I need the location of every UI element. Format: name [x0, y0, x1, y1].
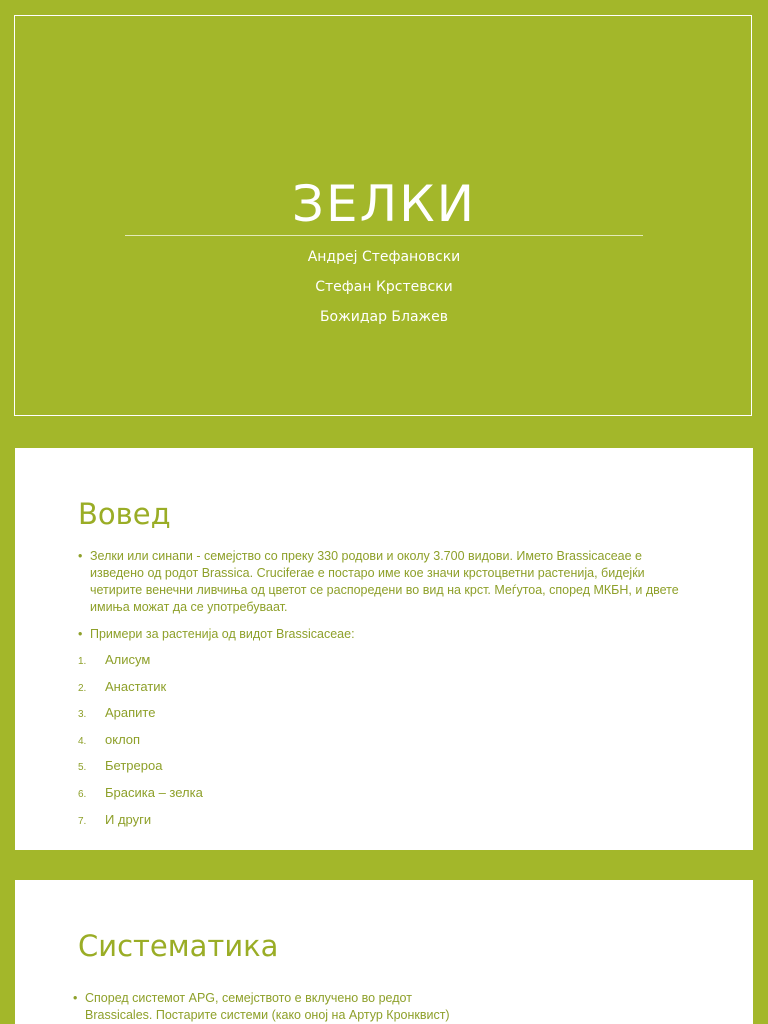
list-item	[78, 783, 203, 810]
bullet-point	[78, 548, 698, 616]
list-item-text: Брасика – зелка	[105, 784, 203, 800]
slide-heading: Систематика	[78, 929, 279, 963]
bullet-text: Според системот APG, семејството е вклучено во редот Brassicales. Постарите системи (како оној на Артур Кронквист)	[85, 991, 450, 1022]
list-item-text: И други	[105, 811, 152, 827]
bullet-text: Примери за растенија од видот Brassicaceae:	[90, 627, 355, 641]
list-number: 1.	[78, 656, 87, 667]
example-list	[78, 650, 203, 836]
list-number: 2.	[78, 682, 87, 694]
list-number: 5.	[78, 762, 87, 774]
list-item	[78, 703, 203, 730]
bullet-icon: •	[78, 627, 83, 641]
list-number: 3.	[78, 709, 87, 721]
author-list	[0, 246, 768, 336]
list-item-text: Анастатик	[105, 678, 167, 694]
list-item	[78, 730, 203, 757]
list-number: 4.	[78, 735, 87, 747]
bullet-text: Зелки или синапи - семејство со преку 330 родови и околу 3.700 видови. Името Brassicaceae е изведено од родот Brassica. Cruciferae е постаро име кое значи крстоцветни растенија, бидејќи четирите венечни ливчиња од цветот се распоредени во вид на крст. Меѓутоа, според МКБН, и двете имиња можат да се употребуваат.	[90, 549, 679, 614]
presentation-title: ЗЕЛКИ	[291, 175, 477, 233]
bullet-icon: •	[73, 991, 78, 1005]
author-name: Стефан Крстевски	[315, 279, 453, 295]
list-number: 7.	[78, 815, 87, 827]
list-item	[78, 810, 203, 837]
bullet-point	[73, 990, 473, 1024]
list-item-text: Бетрероа	[105, 758, 163, 774]
bullet-point	[78, 626, 698, 643]
list-item	[78, 650, 203, 677]
author-name: Андреј Стефановски	[307, 249, 461, 265]
title-slide	[0, 0, 768, 432]
title-divider	[125, 235, 643, 236]
list-item	[78, 756, 203, 783]
list-item-text: оклоп	[105, 731, 141, 747]
list-item-text: Алисум	[105, 652, 151, 667]
slide-heading: Вовед	[78, 497, 171, 531]
list-number: 6.	[78, 788, 87, 800]
list-item-text: Арапите	[105, 705, 156, 721]
intro-slide	[15, 448, 753, 850]
list-item	[78, 677, 203, 704]
author-name: Божидар Блажев	[319, 309, 449, 325]
bullet-icon: •	[78, 549, 83, 563]
systematics-slide	[15, 880, 753, 1024]
